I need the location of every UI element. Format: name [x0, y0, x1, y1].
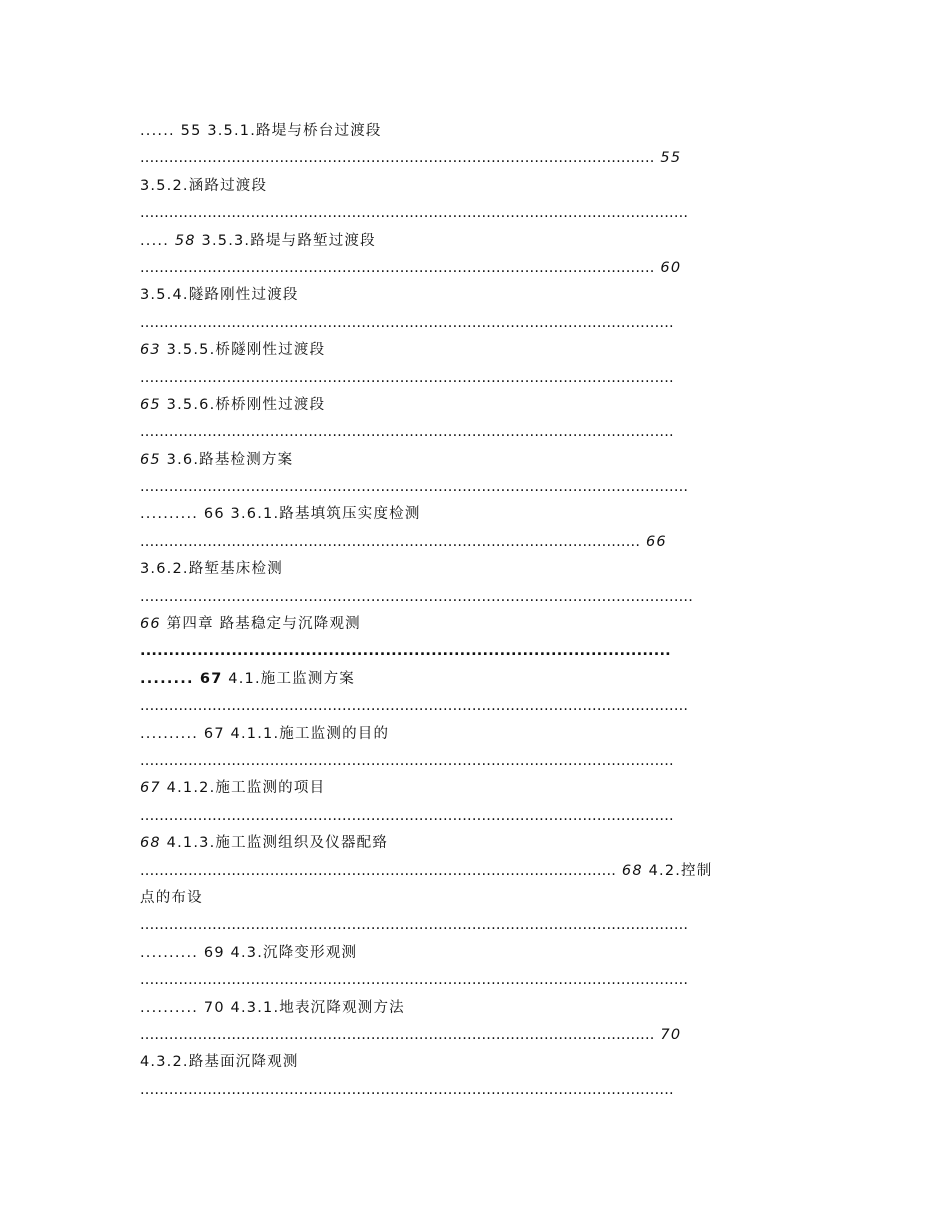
toc-text: 63: [140, 342, 161, 359]
toc-text: ...............................................................................................................: [140, 424, 674, 441]
toc-line: [140, 1077, 812, 1104]
toc-text: 65: [140, 451, 161, 468]
toc-line: [140, 995, 812, 1022]
toc-text: ...................................................................................................................: [140, 588, 694, 605]
toc-line: [140, 666, 812, 693]
toc-text: 3.5.6.桥桥刚性过渡段: [160, 396, 326, 413]
toc-text: 4.1.施工监测方案: [222, 670, 355, 687]
toc-line: [140, 474, 812, 501]
toc-line: [140, 858, 812, 885]
toc-line: [140, 830, 812, 857]
toc-text: ...............................................................................................................: [140, 314, 674, 331]
toc-text: 3.5.3.路堤与路堑过渡段: [195, 232, 376, 249]
toc-line: [140, 501, 812, 528]
toc-text: 68: [616, 862, 643, 879]
toc-text: .......... 66 3.6.1.路基填筑压实度检测: [140, 506, 421, 523]
toc-line: [140, 584, 812, 611]
toc-line: [140, 255, 812, 282]
toc-text: 点的布设: [140, 889, 203, 906]
toc-line: [140, 967, 812, 994]
toc-text: 4.3.2.路基面沉降观测: [140, 1054, 299, 1071]
toc-text: 66: [640, 533, 667, 550]
toc-line: [140, 611, 812, 638]
toc-text: 55: [654, 150, 682, 167]
toc-line: [140, 638, 812, 665]
toc-text: ...............................................................................................................: [140, 1081, 674, 1098]
toc-text: ..................................................................................................................: [140, 972, 689, 989]
toc-line: [140, 173, 812, 200]
toc-text: ...........................................................................................................: [140, 259, 655, 276]
toc-text: ...........................................................................................................: [140, 150, 655, 167]
toc-text: ...... 55 3.5.1.路堤与桥台过渡段: [140, 123, 382, 139]
toc-line: [140, 282, 812, 309]
toc-text: ..................................................................................................................: [140, 917, 689, 934]
toc-line: [140, 118, 812, 145]
toc-text: ........ 67: [140, 670, 223, 687]
toc-text: .............................................................................................: [140, 643, 671, 660]
toc-page: [140, 118, 812, 1104]
toc-line: [140, 912, 812, 939]
toc-text: 3.5.5.桥隧刚性过渡段: [160, 342, 326, 359]
toc-line: [140, 748, 812, 775]
toc-text: 4.2.控制: [642, 862, 713, 879]
toc-text: 70: [654, 1026, 682, 1043]
toc-text: ...............................................................................................................: [140, 369, 674, 386]
toc-text: 3.5.4.隧路刚性过渡段: [140, 287, 299, 304]
toc-text: .......... 67 4.1.1.施工监测的目的: [140, 725, 390, 742]
toc-line: [140, 337, 812, 364]
toc-line: [140, 228, 812, 255]
toc-line: [140, 885, 812, 912]
toc-line: [140, 1022, 812, 1049]
toc-line: [140, 200, 812, 227]
toc-text: ...............................................................................................................: [140, 752, 674, 769]
toc-line: [140, 556, 812, 583]
toc-line: [140, 529, 812, 556]
toc-text: ..................................................................................................................: [140, 479, 689, 496]
toc-text: 58: [174, 232, 196, 249]
toc-line: [140, 803, 812, 830]
toc-text: 3.6.2.路堑基床检测: [140, 561, 283, 578]
toc-text: ...............................................................................................................: [140, 807, 674, 824]
toc-line: [140, 365, 812, 392]
toc-line: [140, 693, 812, 720]
toc-text: 3.6.路基检测方案: [160, 451, 294, 468]
toc-line: [140, 392, 812, 419]
toc-text: 4.1.2.施工监测的项目: [160, 780, 326, 797]
toc-text: 67: [140, 780, 161, 797]
toc-text: 68: [140, 835, 161, 852]
toc-line: [140, 721, 812, 748]
toc-text: .....: [140, 232, 175, 249]
toc-text: 66: [140, 616, 161, 633]
toc-text: ..................................................................................................................: [140, 205, 689, 222]
toc-line: [140, 145, 812, 172]
toc-text: 60: [654, 259, 682, 276]
toc-line: [140, 1049, 812, 1076]
toc-text: .......... 69 4.3.沉降变形观测: [140, 944, 358, 961]
toc-text: 65: [140, 396, 161, 413]
toc-line: [140, 310, 812, 337]
toc-text: ...........................................................................................................: [140, 1026, 655, 1043]
toc-text: .......... 70 4.3.1.地表沉降观测方法: [140, 999, 405, 1016]
toc-line: [140, 775, 812, 802]
toc-text: ...................................................................................................: [140, 862, 617, 879]
toc-text: ........................................................................................................: [140, 533, 641, 550]
toc-text: 4.1.3.施工监测组织及仪器配臵: [160, 835, 389, 852]
toc-line: [140, 447, 812, 474]
toc-text: 3.5.2.涵路过渡段: [140, 177, 268, 194]
toc-line: [140, 940, 812, 967]
toc-text: 第四章 路基稳定与沉降观测: [160, 616, 361, 633]
toc-line: [140, 419, 812, 446]
toc-text: ..................................................................................................................: [140, 698, 689, 715]
